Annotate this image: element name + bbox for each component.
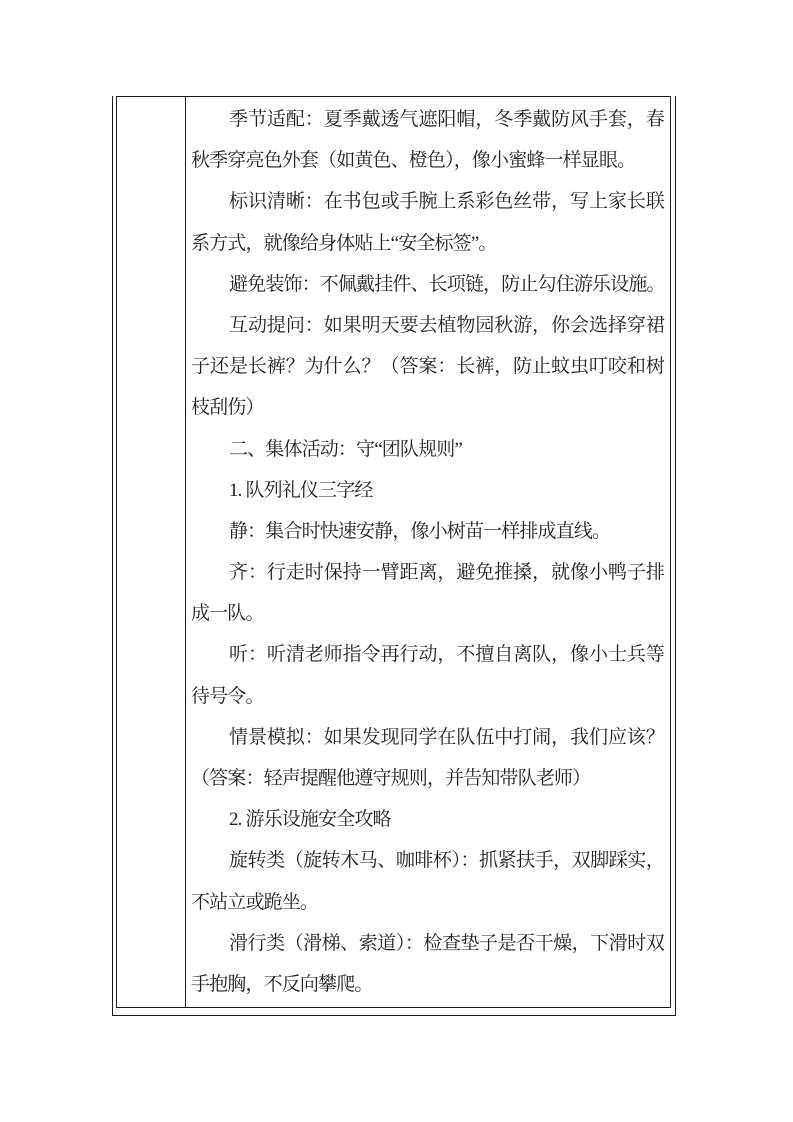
text-line: 齐：行走时保持一臂距离，避免推搡，就像小鸭子排 [229,562,664,584]
text-line: 听：听清老师指令再行动，不擅自离队，像小士兵等 [229,644,664,666]
text-line: 旋转类（旋转木马、咖啡杯）：抓紧扶手，双脚踩实， [229,850,664,872]
text-line: 静：集合时快速安静，像小树苗一样排成直线。 [229,520,611,542]
text-line: （答案：轻声提醒他遵守规则，并告知带队老师） [191,768,591,789]
text-line: 成一队。 [191,603,264,625]
text-line: 2. 游乐设施安全攻略 [229,809,391,831]
document-table [116,96,671,1008]
text-line: 避免装饰：不佩戴挂件、长项链，防止勾住游乐设施。 [229,273,665,295]
text-line: 子还是长裤？为什么？（答案：长裤，防止蚊虫叮咬和树 [191,356,664,378]
text-line: 枝刮伤） [191,397,264,419]
text-line: 季节适配：夏季戴透气遮阳帽，冬季戴防风手套，春 [229,109,664,130]
text-line: 不站立或跪坐。 [191,891,319,913]
text-line: 1. 队列礼仪三字经 [229,479,373,501]
text-line: 情景模拟：如果发现同学在队伍中打闹，我们应该？ [229,726,664,748]
text-line: 待号令。 [191,685,264,707]
text-line: 秋季穿亮色外套（如黄色、橙色），像小蜜蜂一样显眼。 [191,150,636,172]
text-line: 标识清晰：在书包或手腕上系彩色丝带，写上家长联 [229,191,664,213]
text-line: 互动提问：如果明天要去植物园秋游，你会选择穿裙 [229,314,664,336]
content-cell [186,97,670,1007]
label-column-cell [117,97,186,1007]
text-line: 系方式，就像给身体贴上“安全标签”。 [191,232,497,254]
text-line: 二、集体活动：守“团队规则” [229,438,462,460]
text-line: 滑行类（滑梯、索道）：检查垫子是否干燥，下滑时双 [229,932,664,954]
text-line: 手抱胸，不反向攀爬。 [191,973,373,995]
